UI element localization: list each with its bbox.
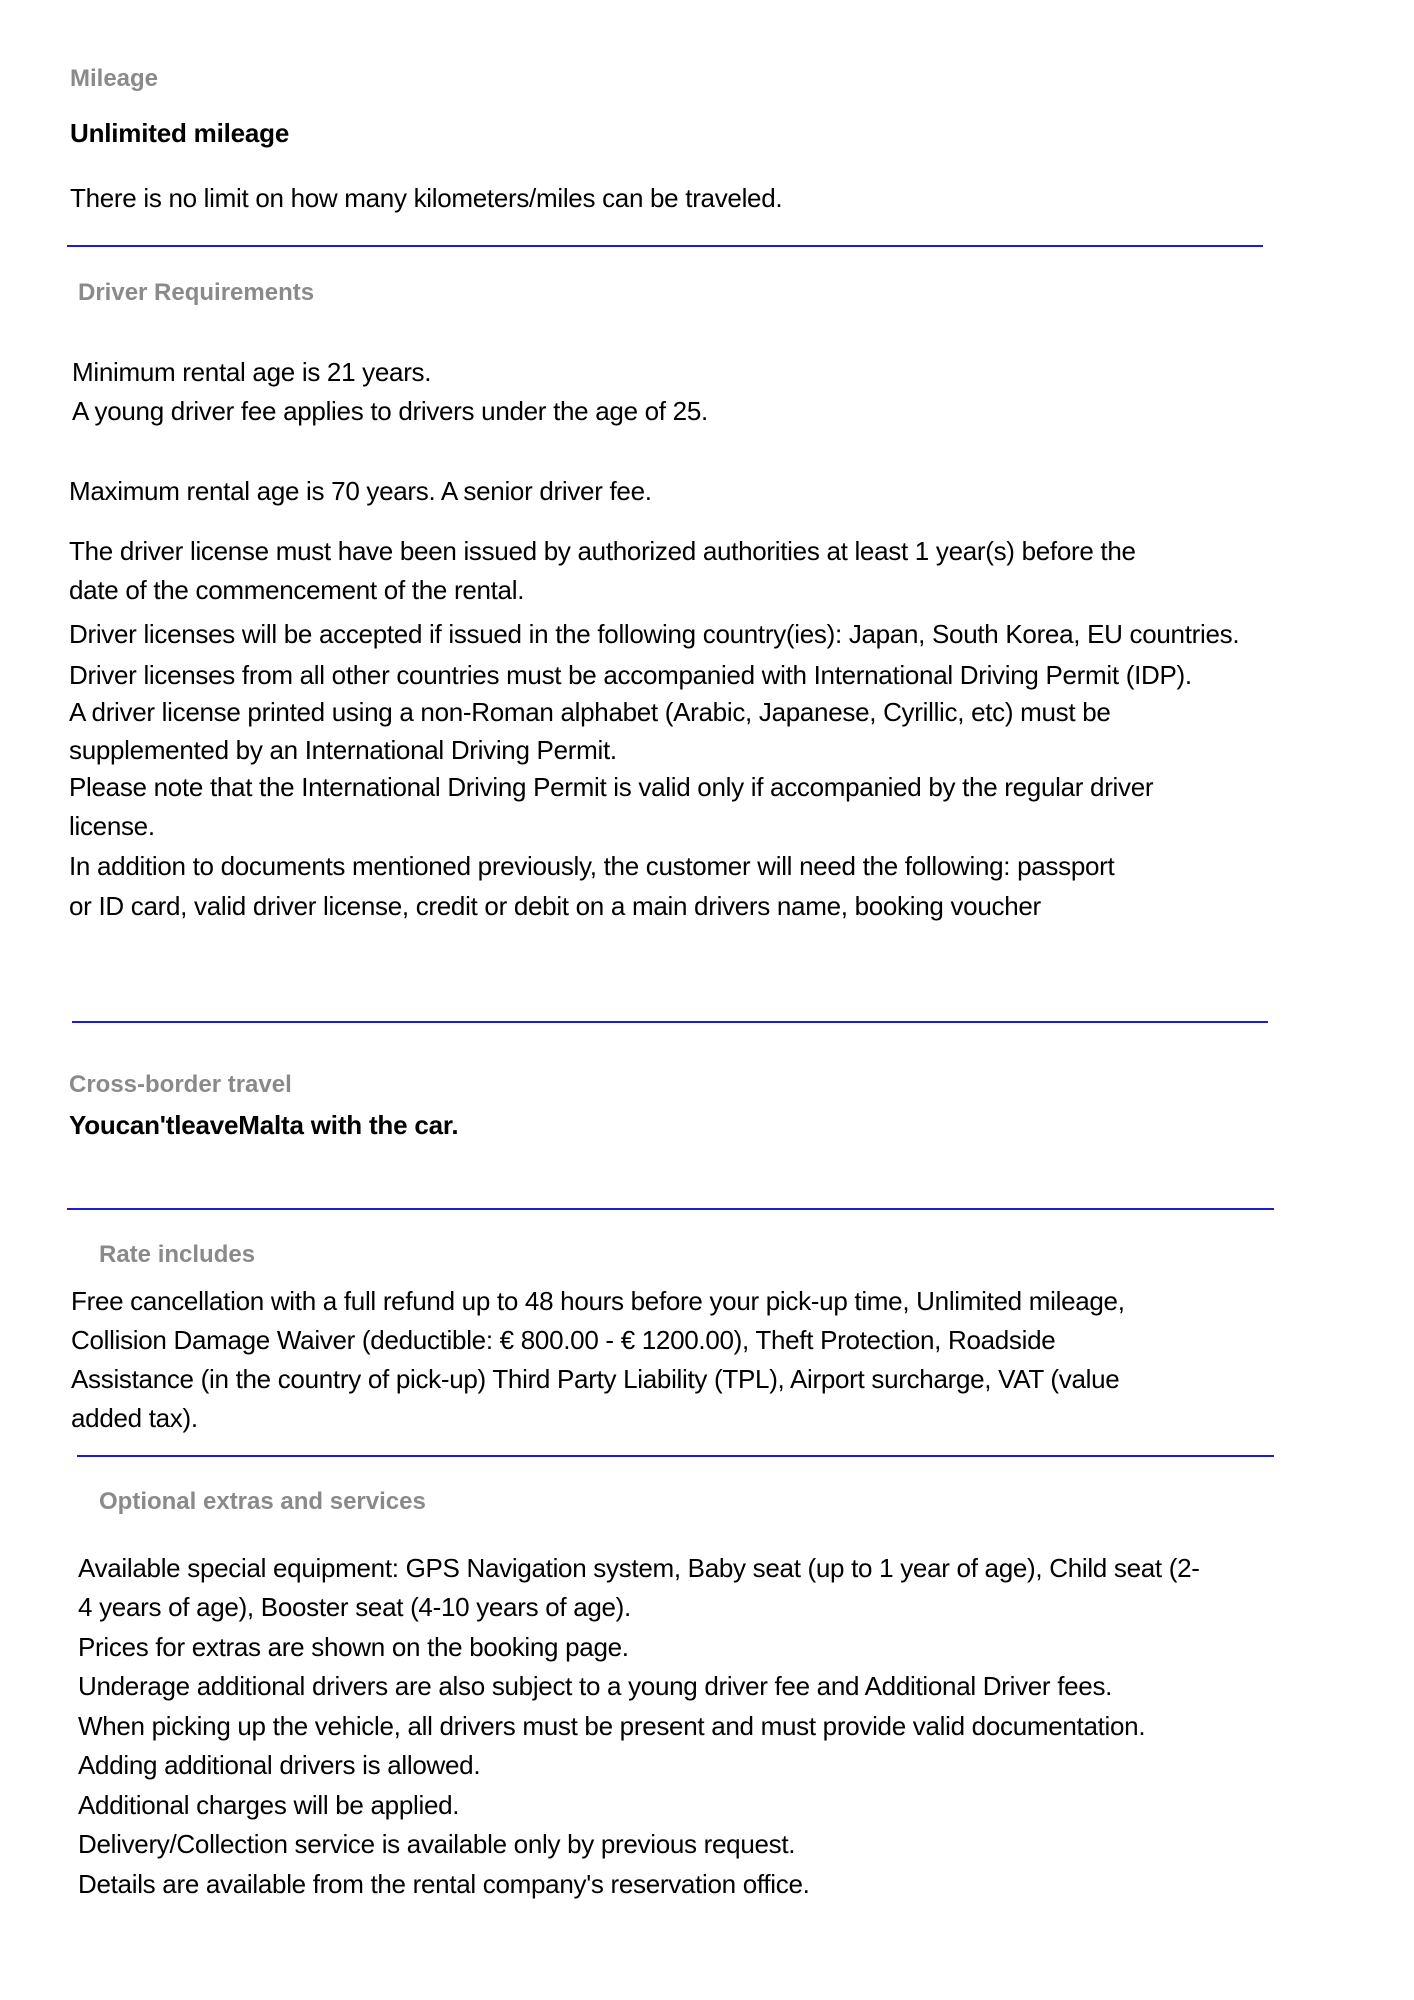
mileage-title: Unlimited mileage — [70, 118, 290, 148]
section-divider — [67, 245, 1263, 247]
cross-border-heading: Cross-border travel — [69, 1071, 292, 1098]
optional-extras-line: Details are available from the rental company's reservation office. — [78, 1869, 810, 1899]
requirement-line: Driver licenses from all other countries must be accompanied with International Driving Permit (IDP). — [69, 660, 1192, 690]
requirement-line: Driver licenses will be accepted if issued in the following country(ies): Japan, South Korea, EU countries. — [69, 619, 1240, 649]
requirement-line: A driver license printed using a non-Roman alphabet (Arabic, Japanese, Cyrillic, etc) must be — [69, 697, 1111, 727]
requirement-line: Please note that the International Driving Permit is valid only if accompanied by the regular driver — [69, 772, 1154, 802]
requirement-line: In addition to documents mentioned previously, the customer will need the following: passport — [69, 851, 1115, 881]
requirement-line: supplemented by an International Driving Permit. — [69, 735, 617, 765]
requirement-line: license. — [69, 811, 155, 841]
optional-extras-line: Delivery/Collection service is available only by previous request. — [78, 1829, 796, 1859]
rate-includes-line: Collision Damage Waiver (deductible: € 800.00 - € 1200.00), Theft Protection, Roadside — [71, 1325, 1056, 1355]
rate-includes-line: added tax). — [71, 1403, 198, 1433]
cross-border-statement: Youcan'tleaveMalta with the car. — [69, 1110, 459, 1140]
optional-extras-line: Prices for extras are shown on the booking page. — [78, 1632, 629, 1662]
driver-requirements-heading: Driver Requirements — [78, 279, 315, 306]
optional-extras-line: 4 years of age), Booster seat (4-10 years of age). — [78, 1592, 631, 1622]
requirement-line: date of the commencement of the rental. — [69, 575, 525, 605]
rate-includes-heading: Rate includes — [99, 1241, 256, 1268]
optional-extras-line: Available special equipment: GPS Navigation system, Baby seat (up to 1 year of age), Child seat (2- — [78, 1553, 1200, 1583]
requirement-line: The driver license must have been issued by authorized authorities at least 1 year(s) before the — [69, 536, 1136, 566]
optional-extras-line: When picking up the vehicle, all drivers must be present and must provide valid documentation. — [78, 1711, 1146, 1741]
rate-includes-line: Free cancellation with a full refund up to 48 hours before your pick-up time, Unlimited mileage, — [71, 1286, 1125, 1316]
section-divider — [77, 1455, 1274, 1457]
requirement-line: or ID card, valid driver license, credit or debit on a main drivers name, booking voucher — [69, 891, 1041, 921]
section-divider — [72, 1021, 1268, 1023]
section-divider — [67, 1208, 1274, 1210]
mileage-heading: Mileage — [70, 65, 159, 92]
mileage-description: There is no limit on how many kilometers/miles can be traveled. — [70, 183, 783, 213]
requirement-line: Minimum rental age is 21 years. — [72, 357, 432, 387]
optional-extras-heading: Optional extras and services — [99, 1488, 426, 1515]
rate-includes-line: Assistance (in the country of pick-up) Third Party Liability (TPL), Airport surcharge, VAT (value — [71, 1364, 1120, 1394]
optional-extras-line: Additional charges will be applied. — [78, 1790, 460, 1820]
requirement-line: A young driver fee applies to drivers under the age of 25. — [72, 396, 708, 426]
optional-extras-line: Underage additional drivers are also subject to a young driver fee and Additional Driver fees. — [78, 1671, 1113, 1701]
requirement-line: Maximum rental age is 70 years. A senior driver fee. — [69, 476, 652, 506]
optional-extras-line: Adding additional drivers is allowed. — [78, 1750, 481, 1780]
